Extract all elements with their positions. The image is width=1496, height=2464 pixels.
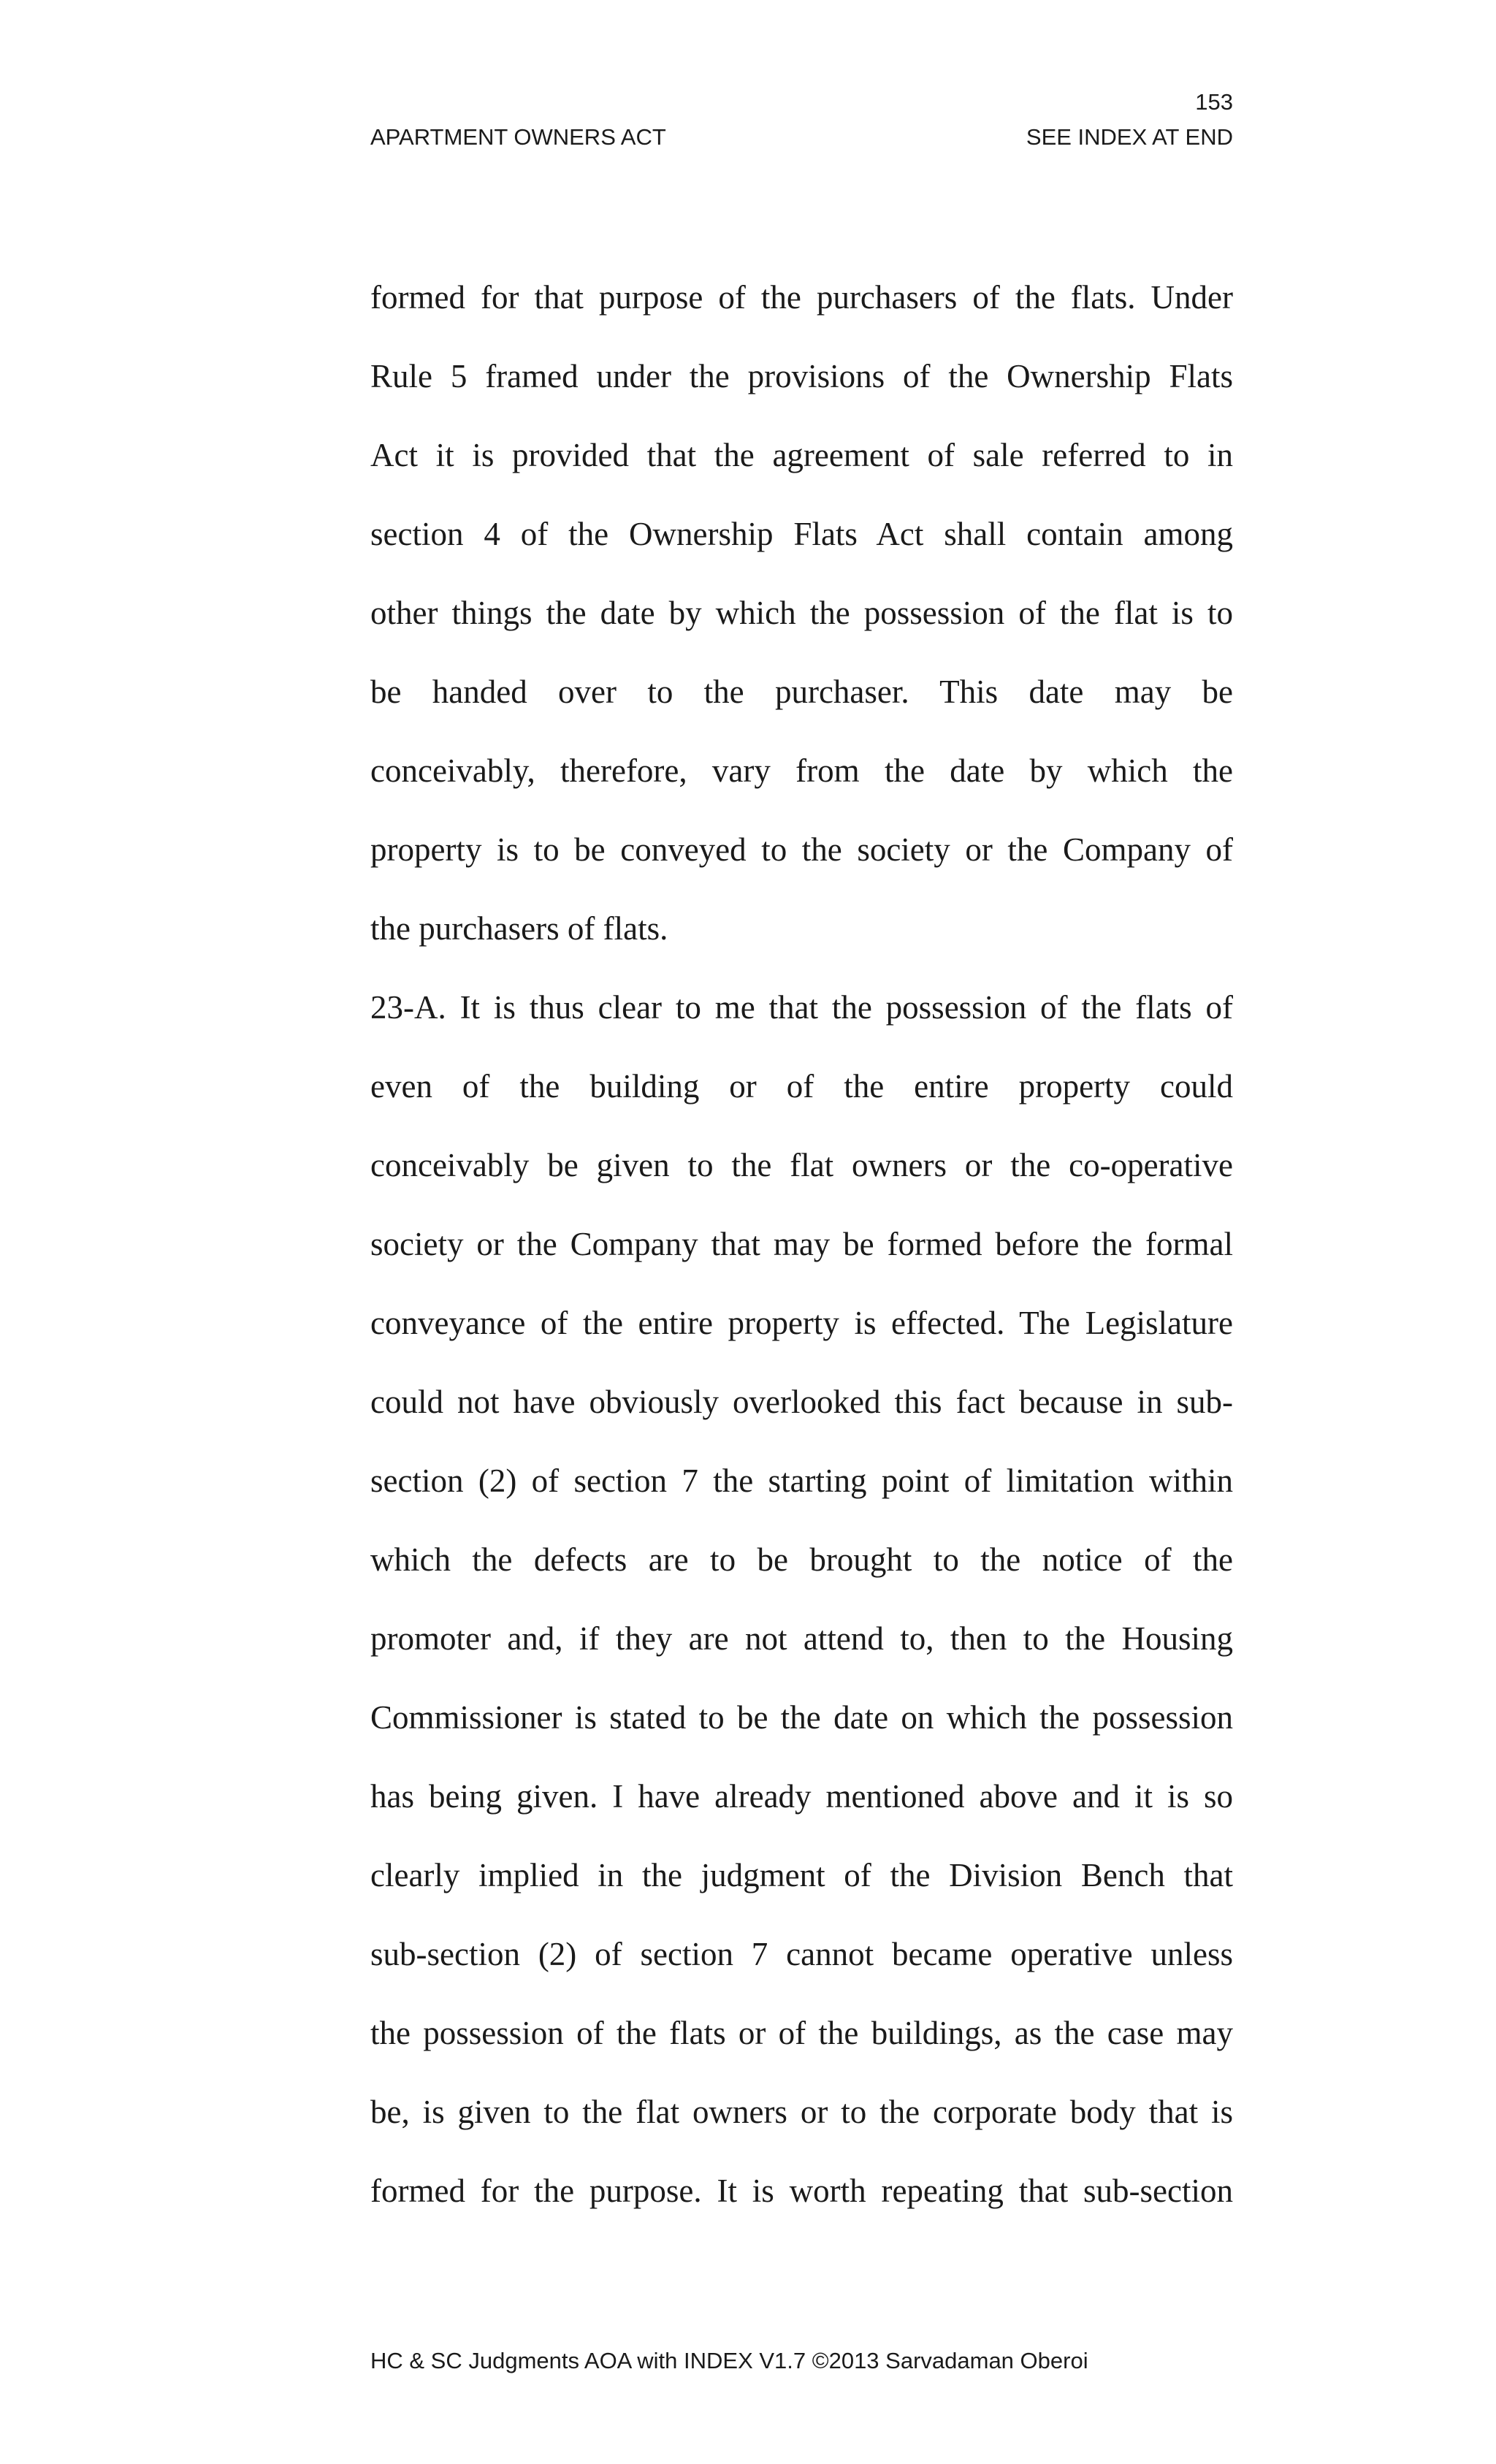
text-line: Rule 5 framed under the provisions of the Ownership Flats xyxy=(370,358,1233,394)
text-line: formed for the purpose. It is worth repeating that sub-section xyxy=(370,2173,1233,2209)
text-line: society or the Company that may be formed before the formal xyxy=(370,1226,1233,1262)
text-line: promoter and, if they are not attend to, then to the Housing xyxy=(370,1620,1233,1657)
text-line: conveyance of the entire property is effected. The Legislature xyxy=(370,1305,1233,1341)
text-line: section (2) of section 7 the starting point of limitation within xyxy=(370,1462,1233,1499)
text-line: be handed over to the purchaser. This date may be xyxy=(370,674,1233,710)
text-line: clearly implied in the judgment of the Division Bench that xyxy=(370,1857,1233,1893)
text-line: even of the building or of the entire property could xyxy=(370,1068,1233,1105)
text-line: could not have obviously overlooked this fact because in sub- xyxy=(370,1384,1233,1420)
text-line: other things the date by which the possession of the flat is to xyxy=(370,595,1233,631)
text-line: formed for that purpose of the purchasers of the flats. Under xyxy=(370,279,1233,316)
text-line: has being given. I have already mentioned above and it is so xyxy=(370,1778,1233,1815)
text-line: property is to be conveyed to the society or the Company of xyxy=(370,831,1233,868)
page-footer: HC & SC Judgments AOA with INDEX V1.7 ©2013 Sarvadaman Oberoi xyxy=(370,2348,1088,2373)
text-line: the possession of the flats or of the buildings, as the case may xyxy=(370,2015,1233,2051)
text-line: conceivably be given to the flat owners or the co-operative xyxy=(370,1147,1233,1183)
judgment-body-text xyxy=(370,258,1233,2230)
text-line: which the defects are to be brought to the notice of the xyxy=(370,1541,1233,1578)
text-line: sub-section (2) of section 7 cannot became operative unless xyxy=(370,1936,1233,1972)
running-header-index-note: SEE INDEX AT END xyxy=(1026,124,1233,150)
page-number: 153 xyxy=(1195,89,1233,115)
text-line: Commissioner is stated to be the date on which the possession xyxy=(370,1699,1233,1736)
paragraph-end-line: the purchasers of flats. xyxy=(370,910,668,947)
text-line: conceivably, therefore, vary from the date by which the xyxy=(370,752,1233,789)
text-line: Act it is provided that the agreement of sale referred to in xyxy=(370,437,1233,473)
text-line: be, is given to the flat owners or to the corporate body that is xyxy=(370,2094,1233,2130)
text-line: section 4 of the Ownership Flats Act shall contain among xyxy=(370,516,1233,552)
text-line: 23-A. It is thus clear to me that the possession of the flats of xyxy=(370,989,1233,1026)
running-header-title: APARTMENT OWNERS ACT xyxy=(370,124,666,150)
